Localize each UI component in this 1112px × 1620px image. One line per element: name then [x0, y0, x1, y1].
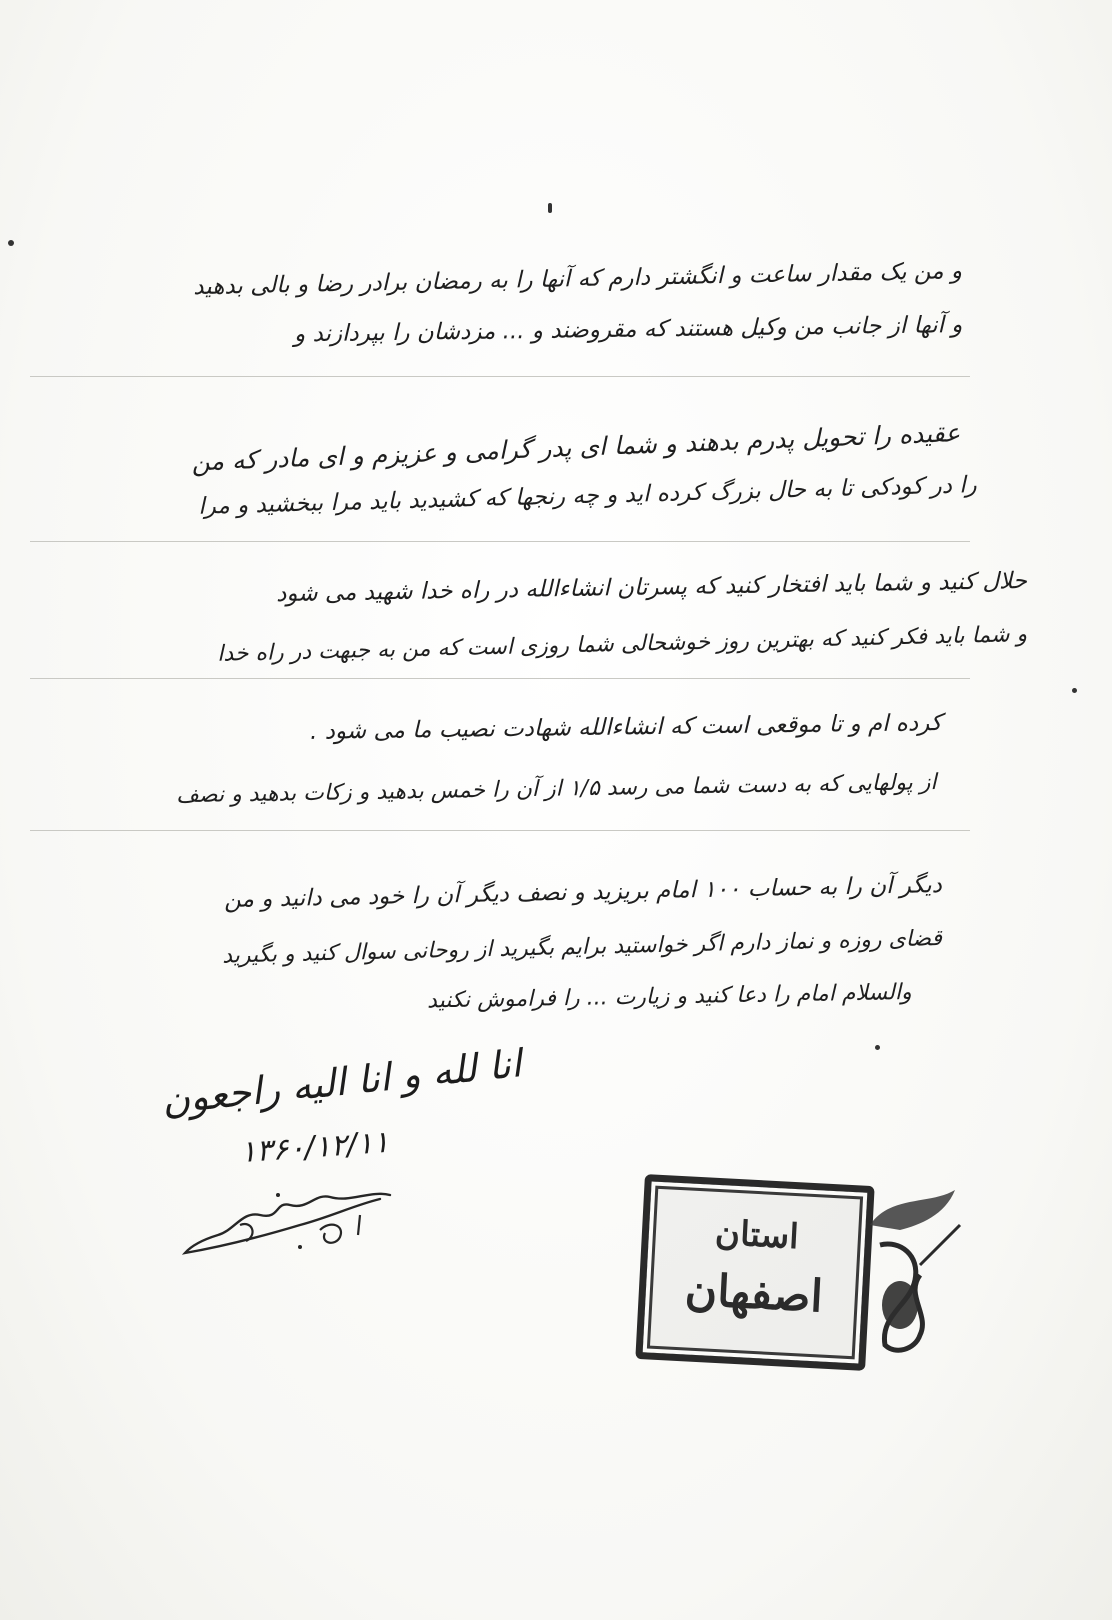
stamp-line-1: استان	[714, 1212, 800, 1258]
fold-line	[30, 376, 970, 377]
letter-line-7: کرده ام و تا موقعی است که انشاءالله شهادت نصیب ما می شود .	[310, 710, 943, 745]
copy-speck	[548, 203, 552, 213]
closing-phrase: انا لله و انا الیه راجعون	[159, 1041, 524, 1123]
copy-speck	[8, 240, 14, 246]
letter-line-2: و آنها از جانب من وکیل هستند که مقروضند و ... مزدشان را بپردازند و	[293, 312, 963, 348]
letter-line-5: حلال کنید و شما باید افتخار کنید که پسرتان انشاءالله در راه خدا شهید می شود	[275, 568, 1028, 608]
letter-date: ۱۳۶۰/۱۲/۱۱	[238, 1124, 391, 1171]
copy-speck	[1072, 688, 1077, 693]
letter-line-8: از پولهایی که به دست شما می رسد ۱/۵ از آن را خمس بدهید و زکات بدهید و نصف	[176, 770, 938, 809]
stamp-line-2: اصفهان	[683, 1264, 825, 1323]
letter-line-4: را در کودکی تا به حال بزرگ کرده اید و چه رنجها که کشیدید باید مرا ببخشید و مرا	[198, 472, 978, 520]
letter-line-10: قضای روزه و نماز دارم اگر خواستید برایم بگیرید از روحانی سوال کنید و بگیرید	[221, 926, 943, 969]
fold-line	[30, 830, 970, 831]
signature-text	[200, 1195, 312, 1211]
fold-line	[30, 678, 970, 679]
letter-line-6: و شما باید فکر کنید که بهترین روز خوشحالی شما روزی است که من به جبهت در راه خدا	[216, 622, 1028, 667]
fold-line	[30, 541, 970, 542]
emblem-icon	[860, 1185, 970, 1365]
letter-line-3: عقیده را تحویل پدرم بدهند و شما ای پدر گرامی و عزیزم و ای مادر که من	[190, 418, 961, 477]
letter-line-9: دیگر آن را به حساب ۱۰۰ امام بریزید و نصف دیگر آن را خود می دانید و من	[224, 872, 943, 914]
letter-line-11: والسلام امام را دعا کنید و زیارت ... را فراموش نکنید	[427, 980, 913, 1014]
copy-speck	[875, 1045, 880, 1050]
letter-line-1: و من یک مقدار ساعت و انگشتر دارم که آنها را به رمضان برادر رضا و بالی بدهید	[192, 258, 963, 301]
official-stamp	[635, 1174, 874, 1371]
signature	[180, 1175, 410, 1265]
